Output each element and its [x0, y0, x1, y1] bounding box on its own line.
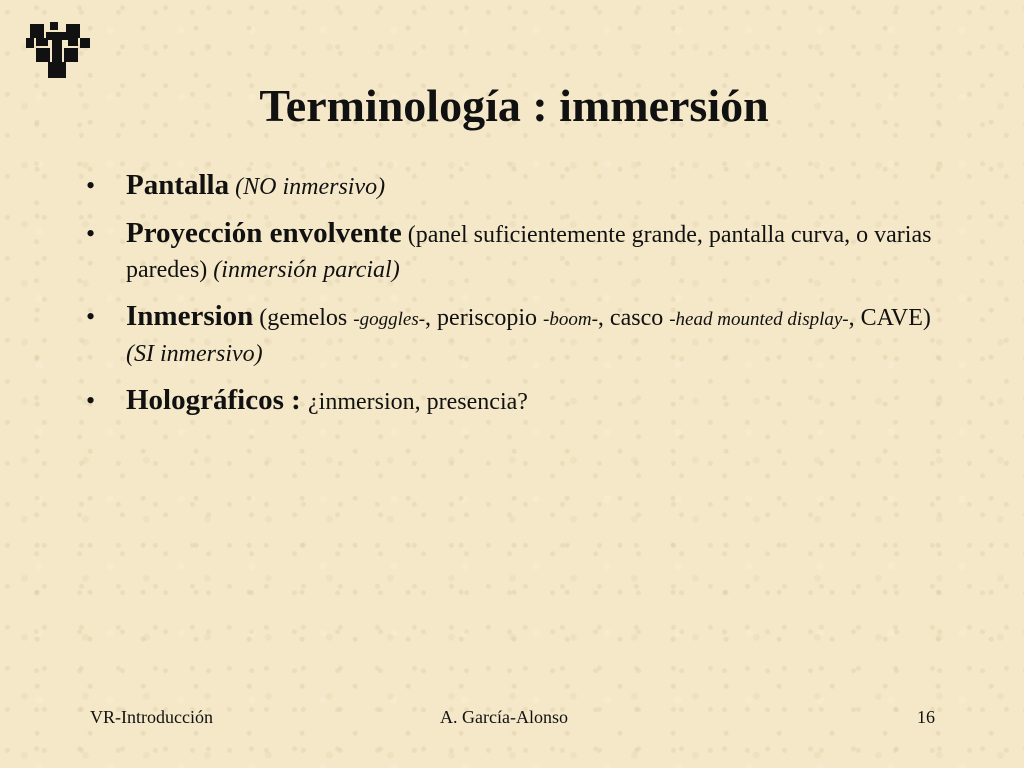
bullet-icon: •: [86, 302, 96, 331]
item-example: -head mounted display-: [669, 309, 849, 330]
item-note: (SI inmersivo): [126, 341, 263, 367]
item-note: (inmersión parcial): [213, 257, 400, 283]
item-example: -goggles-: [353, 309, 426, 330]
list-item: [86, 216, 946, 288]
list-item: [86, 383, 946, 420]
bullet-icon: •: [86, 219, 96, 248]
item-text: (panel suficientemente grande, pantalla curva, o varias paredes): [126, 222, 932, 283]
item-text: (gemelos: [253, 305, 354, 331]
term-label: Holográficos :: [126, 384, 309, 416]
item-text: , casco: [597, 305, 670, 331]
list-item: [86, 168, 946, 205]
item-text: , periscopio: [425, 305, 544, 331]
list-item: [86, 299, 946, 372]
item-note: (NO inmersivo): [235, 174, 386, 200]
bullet-list: [86, 168, 946, 431]
bullet-icon: •: [86, 171, 96, 200]
bullet-icon: •: [86, 386, 96, 415]
item-text: ¿inmersion, presencia?: [308, 389, 528, 415]
item-example: -boom-: [543, 309, 598, 330]
slide-title: Terminología : immersión: [259, 80, 769, 131]
footer-course: VR-Introducción: [90, 707, 213, 727]
university-logo-icon: [26, 18, 90, 80]
term-label: Inmersion: [126, 300, 254, 332]
item-text: , CAVE): [848, 305, 931, 331]
term-label: Proyección envolvente: [126, 217, 402, 249]
page-number: 16: [917, 707, 935, 727]
term-label: Pantalla: [126, 169, 230, 201]
footer-author: A. García-Alonso: [440, 707, 568, 727]
